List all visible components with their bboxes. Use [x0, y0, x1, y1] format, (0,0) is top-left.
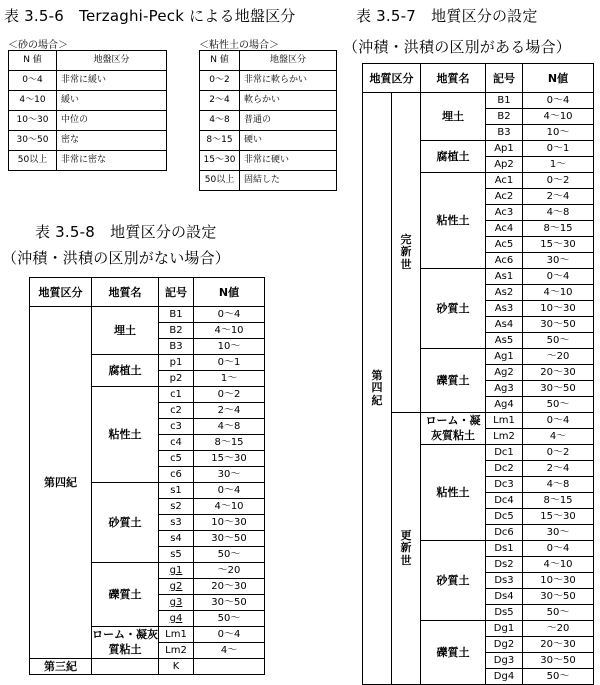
n-value-cell: 50〜	[523, 397, 594, 413]
n-value-cell: 4〜8	[200, 111, 240, 131]
n-value-cell: 10〜	[523, 125, 594, 141]
geology-name-cell: 礫質土	[92, 563, 159, 627]
geology-name-cell: ローム・凝灰質粘土	[421, 413, 486, 445]
ground-class-cell: 密な	[57, 131, 167, 151]
geology-name-cell: 腐植土	[421, 141, 486, 173]
n-value-cell: 1〜	[194, 371, 265, 387]
n-value-cell: 0〜4	[9, 71, 57, 91]
symbol-cell: Dg1	[486, 621, 523, 637]
symbol-cell: Ag4	[486, 397, 523, 413]
table-row	[200, 131, 337, 151]
n-value-cell: 4〜8	[523, 477, 594, 493]
symbol-cell: B2	[159, 323, 194, 339]
symbol-cell: g2	[159, 579, 194, 595]
symbol-cell: p1	[159, 355, 194, 371]
symbol-cell: As5	[486, 333, 523, 349]
n-value-cell: 30〜	[523, 253, 594, 269]
symbol-cell: s2	[159, 499, 194, 515]
symbol-cell: Ac2	[486, 189, 523, 205]
symbol-cell: c3	[159, 419, 194, 435]
n-value-cell: 8〜15	[194, 435, 265, 451]
symbol-cell: Dc4	[486, 493, 523, 509]
symbol-cell: B1	[486, 93, 523, 109]
ground-class-cell: 非常に硬い	[240, 151, 337, 171]
n-value-cell: 8〜15	[523, 221, 594, 237]
symbol-cell: Ds3	[486, 573, 523, 589]
symbol-cell: Ac3	[486, 205, 523, 221]
epoch-cell	[392, 93, 421, 413]
n-value-cell: 1〜	[523, 157, 594, 173]
n-value-cell: 10〜	[194, 339, 265, 355]
n-value-cell: 4〜10	[523, 109, 594, 125]
symbol-cell: As2	[486, 285, 523, 301]
symbol-cell: Dc1	[486, 445, 523, 461]
symbol-cell: g3	[159, 595, 194, 611]
n-value-cell: 8〜15	[200, 131, 240, 151]
clay-table-label: ＜粘性土の場合＞	[199, 40, 279, 51]
column-header: 記号	[486, 64, 523, 93]
symbol-cell: Ds2	[486, 557, 523, 573]
symbol-cell: B3	[159, 339, 194, 355]
n-value-cell: 0〜2	[194, 387, 265, 403]
table-row	[200, 171, 337, 191]
n-value-cell: 10〜30	[9, 111, 57, 131]
n-value-cell: 10〜30	[194, 515, 265, 531]
symbol-cell: Ac6	[486, 253, 523, 269]
ground-class-cell: 非常に軟らかい	[240, 71, 337, 91]
column-header: N 値	[200, 51, 240, 71]
geology-name-cell: 砂質土	[421, 269, 486, 349]
geology-name-cell: 礫質土	[421, 621, 486, 685]
table-3-5-8-subtitle: （沖積・洪積の区別がない場合）	[2, 249, 231, 267]
symbol-cell: Ac1	[486, 173, 523, 189]
symbol-cell: p2	[159, 371, 194, 387]
n-value-cell: 2〜4	[200, 91, 240, 111]
symbol-cell: B1	[159, 307, 194, 323]
n-value-cell: 50〜	[523, 669, 594, 685]
table-3-5-7	[362, 63, 594, 685]
n-value-cell: 〜20	[523, 621, 594, 637]
table-row	[9, 111, 167, 131]
n-value-cell: 30〜50	[194, 595, 265, 611]
era-cell: 第三紀	[30, 659, 92, 675]
epoch-label: 更新世	[400, 528, 412, 567]
n-value-cell: 2〜4	[194, 403, 265, 419]
symbol-cell: Dg2	[486, 637, 523, 653]
n-value-cell: 0〜4	[523, 413, 594, 429]
n-value-cell: 10〜30	[523, 573, 594, 589]
n-value-cell: 20〜30	[523, 365, 594, 381]
n-value-cell: 30〜50	[523, 317, 594, 333]
symbol-cell: K	[159, 659, 194, 675]
geology-name-cell: 砂質土	[421, 541, 486, 621]
n-value-cell: 〜20	[194, 563, 265, 579]
symbol-cell: Ds1	[486, 541, 523, 557]
geology-name-cell: ローム・凝灰質粘土	[92, 627, 159, 659]
table-3-5-8	[29, 277, 265, 675]
symbol-cell: s3	[159, 515, 194, 531]
column-header: 地質名	[92, 278, 159, 307]
geology-name-cell: 埋土	[92, 307, 159, 355]
n-value-cell: 0〜4	[194, 483, 265, 499]
symbol-cell: g4	[159, 611, 194, 627]
n-value-cell: 10〜30	[523, 301, 594, 317]
epoch-label: 完新世	[400, 232, 412, 271]
n-value-cell: 4〜10	[9, 91, 57, 111]
n-value-cell: 0〜4	[523, 269, 594, 285]
symbol-cell: Lm1	[159, 627, 194, 643]
n-value-cell: 4〜10	[523, 285, 594, 301]
n-value-cell: 30〜	[523, 525, 594, 541]
geology-name-cell: 粘性土	[92, 387, 159, 483]
n-value-cell: 4〜8	[194, 419, 265, 435]
n-value-cell: 15〜30	[523, 237, 594, 253]
n-value-cell: 4〜8	[523, 205, 594, 221]
n-value-cell	[194, 659, 265, 675]
symbol-cell: s1	[159, 483, 194, 499]
era-cell: 第四紀	[30, 307, 92, 659]
column-header: N値	[194, 278, 265, 307]
table-3-5-7-title: 表 3.5-7 地質区分の設定	[356, 7, 538, 25]
geology-name-cell: 粘性土	[421, 173, 486, 269]
n-value-cell: 15〜30	[200, 151, 240, 171]
n-value-cell: 20〜30	[194, 579, 265, 595]
column-header: 記号	[159, 278, 194, 307]
n-value-cell: 50〜	[523, 333, 594, 349]
symbol-cell: Ac5	[486, 237, 523, 253]
n-value-cell: 0〜2	[523, 173, 594, 189]
n-value-cell: 4〜	[194, 643, 265, 659]
column-header: 地質名	[421, 64, 486, 93]
geology-name-cell	[92, 659, 159, 675]
column-header: 地質区分	[30, 278, 92, 307]
symbol-cell: Ag2	[486, 365, 523, 381]
table-row	[30, 307, 265, 323]
table-row	[9, 71, 167, 91]
n-value-cell: 30〜50	[523, 653, 594, 669]
column-header: N 値	[9, 51, 57, 71]
geology-name-cell: 砂質土	[92, 483, 159, 563]
symbol-cell: Ac4	[486, 221, 523, 237]
table-row	[363, 93, 594, 109]
n-value-cell: 4〜10	[194, 323, 265, 339]
n-value-cell: 2〜4	[523, 461, 594, 477]
n-value-cell: 0〜4	[523, 93, 594, 109]
symbol-cell: c5	[159, 451, 194, 467]
symbol-cell: Dc3	[486, 477, 523, 493]
n-value-cell: 0〜1	[194, 355, 265, 371]
ground-class-cell: 普通の	[240, 111, 337, 131]
n-value-cell: 4〜	[523, 429, 594, 445]
symbol-cell: B3	[486, 125, 523, 141]
n-value-cell: 0〜2	[523, 445, 594, 461]
n-value-cell: 0〜2	[200, 71, 240, 91]
n-value-cell: 20〜30	[523, 637, 594, 653]
n-value-cell: 4〜10	[194, 499, 265, 515]
n-value-cell: 30〜50	[523, 589, 594, 605]
symbol-cell: Dg3	[486, 653, 523, 669]
n-value-cell: 30〜50	[194, 531, 265, 547]
n-value-cell: 15〜30	[194, 451, 265, 467]
symbol-cell: s4	[159, 531, 194, 547]
table-row	[9, 131, 167, 151]
table-3-5-8-title: 表 3.5-8 地質区分の設定	[35, 223, 217, 241]
geology-name-cell: 腐植土	[92, 355, 159, 387]
symbol-cell: Dc6	[486, 525, 523, 541]
table-row	[363, 413, 594, 429]
table-row	[200, 71, 337, 91]
n-value-cell: 0〜1	[523, 141, 594, 157]
column-header: 地盤区分	[57, 51, 167, 71]
ground-class-cell: 非常に緩い	[57, 71, 167, 91]
symbol-cell: c2	[159, 403, 194, 419]
table-row	[9, 151, 167, 171]
n-value-cell: 50〜	[194, 611, 265, 627]
symbol-cell: Lm2	[159, 643, 194, 659]
symbol-cell: As4	[486, 317, 523, 333]
column-header: 地質区分	[363, 64, 421, 93]
ground-class-cell: 硬い	[240, 131, 337, 151]
table-row	[200, 111, 337, 131]
n-value-cell: 4〜10	[523, 557, 594, 573]
symbol-cell: Dc5	[486, 509, 523, 525]
ground-class-cell: 軟らかい	[240, 91, 337, 111]
era-cell	[363, 93, 392, 685]
n-value-cell: 8〜15	[523, 493, 594, 509]
geology-name-cell: 埋土	[421, 93, 486, 141]
symbol-cell: Ds4	[486, 589, 523, 605]
n-value-cell: 30〜50	[9, 131, 57, 151]
n-value-cell: 0〜4	[523, 541, 594, 557]
ground-class-cell: 固結した	[240, 171, 337, 191]
symbol-cell: c1	[159, 387, 194, 403]
symbol-cell: Ap2	[486, 157, 523, 173]
symbol-cell: Ag1	[486, 349, 523, 365]
table-row	[200, 91, 337, 111]
epoch-cell	[392, 413, 421, 685]
symbol-cell: c6	[159, 467, 194, 483]
table-row	[30, 659, 265, 675]
symbol-cell: Ds5	[486, 605, 523, 621]
ground-class-cell: 緩い	[57, 91, 167, 111]
n-value-cell: 0〜4	[194, 307, 265, 323]
era-label: 第四紀	[371, 368, 383, 407]
symbol-cell: Ag3	[486, 381, 523, 397]
symbol-cell: Ap1	[486, 141, 523, 157]
n-value-cell: 50以上	[9, 151, 57, 171]
symbol-cell: g1	[159, 563, 194, 579]
symbol-cell: s5	[159, 547, 194, 563]
n-value-cell: 2〜4	[523, 189, 594, 205]
n-value-cell: 50以上	[200, 171, 240, 191]
geology-name-cell: 礫質土	[421, 349, 486, 413]
n-value-cell: 30〜50	[523, 381, 594, 397]
symbol-cell: As1	[486, 269, 523, 285]
column-header: N値	[523, 64, 594, 93]
n-value-cell: 0〜4	[194, 627, 265, 643]
symbol-cell: Dc2	[486, 461, 523, 477]
column-header: 地盤区分	[240, 51, 337, 71]
n-value-cell: 〜20	[523, 349, 594, 365]
n-value-cell: 50〜	[194, 547, 265, 563]
symbol-cell: c4	[159, 435, 194, 451]
n-value-cell: 50〜	[523, 605, 594, 621]
symbol-cell: Lm1	[486, 413, 523, 429]
table-3-5-6-title: 表 3.5-6 Terzaghi-Peck による地盤区分	[4, 7, 296, 25]
symbol-cell: As3	[486, 301, 523, 317]
symbol-cell: Lm2	[486, 429, 523, 445]
n-value-cell: 15〜30	[523, 509, 594, 525]
sand-table-label: ＜砂の場合＞	[8, 40, 68, 51]
table-3-5-7-subtitle: （沖積・洪積の区別がある場合）	[343, 38, 572, 56]
sand-table	[8, 50, 167, 171]
n-value-cell: 30〜	[194, 467, 265, 483]
clay-table	[199, 50, 337, 191]
table-row	[200, 151, 337, 171]
ground-class-cell: 中位の	[57, 111, 167, 131]
ground-class-cell: 非常に密な	[57, 151, 167, 171]
table-row	[9, 91, 167, 111]
symbol-cell: Dg4	[486, 669, 523, 685]
symbol-cell: B2	[486, 109, 523, 125]
geology-name-cell: 粘性土	[421, 445, 486, 541]
